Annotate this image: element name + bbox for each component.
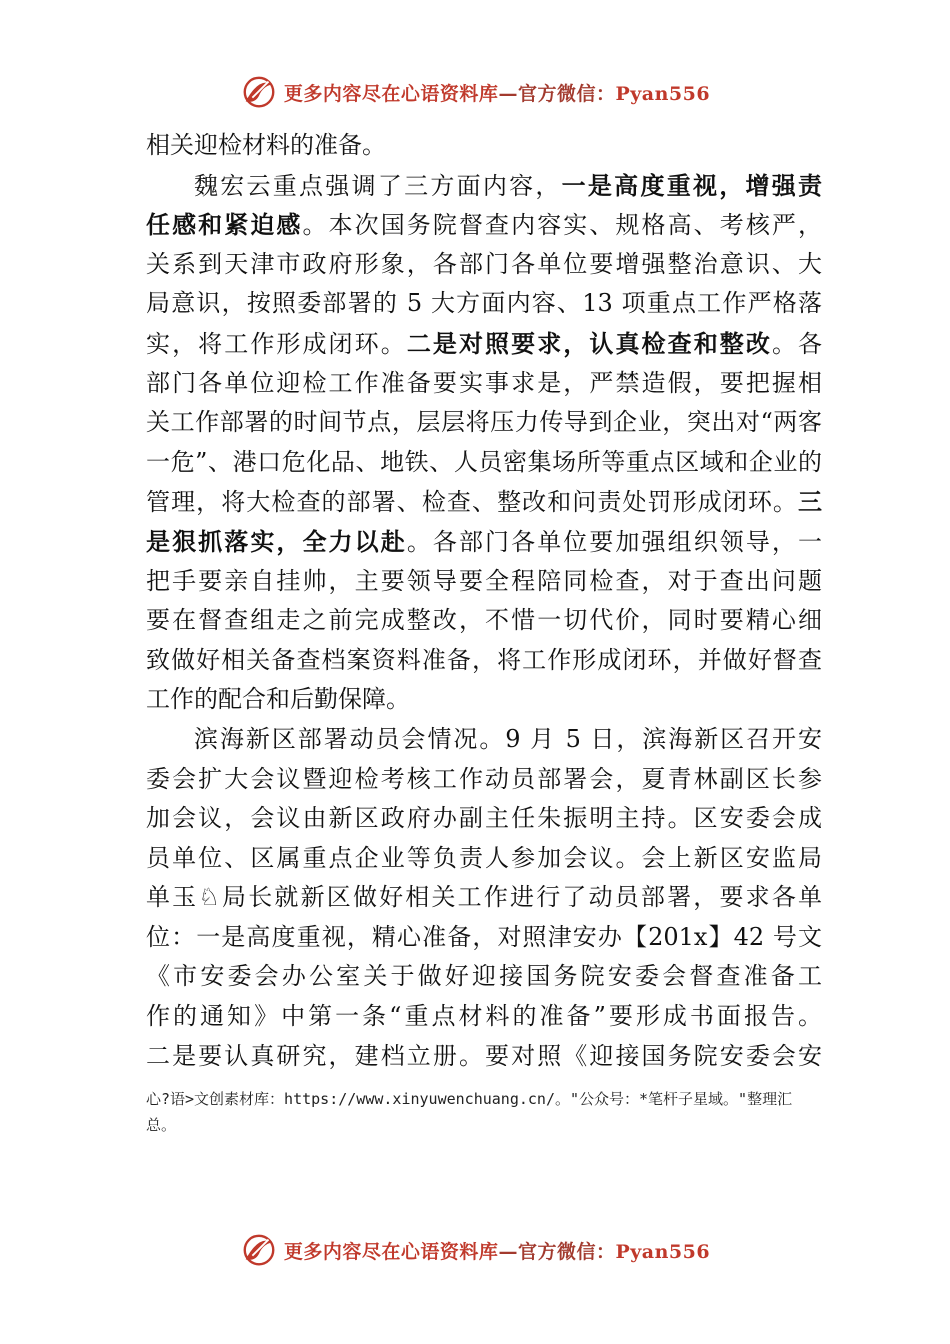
body-line — [146, 166, 822, 206]
header-brand-name: 更多内容尽在心语资料库 — [283, 82, 499, 105]
body-line: 相关迎检材料的准备。 — [146, 131, 386, 159]
body-line: 是狠抓落实，全力以赴。各部门各单位要加强组织领导，一 — [146, 526, 823, 556]
body-line: 管理，将大检查的部署、检查、整改和问责处罚形成闭环。三 — [146, 487, 822, 517]
emphasis-text: 三 — [798, 487, 822, 517]
body-line: 加会议，会议由新区政府办副主任朱振明主持。区安委会成 — [146, 804, 822, 833]
header-brand-wechat-label: —官方微信： — [498, 82, 616, 105]
emphasis-text: 二是对照要求，认真检查和整改 — [406, 328, 772, 358]
footer-brand-wechat-id: Pyan556 — [615, 1240, 711, 1263]
body-line: 关系到天津市政府形象，各部门各单位要增强整治意识、大 — [146, 249, 822, 278]
brand-logo-icon — [240, 73, 278, 111]
footnote-line: 总。 — [146, 1116, 177, 1134]
body-line: 局意识，按照委部署的 5 大方面内容、13 项重点工作严格落 — [146, 289, 822, 318]
body-line: 实，将工作形成闭环。二是对照要求，认真检查和整改。各 — [146, 328, 823, 358]
footer-brand-text — [284, 1237, 710, 1264]
body-line: 把手要亲自挂帅，主要领导要全程陪同检查，对于查出问题 — [146, 566, 822, 595]
body-line: 部门各单位迎检工作准备要实事求是，严禁造假，要把握相 — [146, 368, 822, 397]
body-line: 一危”、港口危化品、地铁、人员密集场所等重点区域和企业的 — [146, 447, 822, 476]
header-banner — [0, 70, 950, 114]
footer-banner — [0, 1228, 950, 1272]
body-line-text: 魏宏云重点强调了三方面内容，一是高度重视，增强责 — [194, 170, 823, 200]
body-line: 员单位、区属重点企业等负责人参加会议。会上新区安监局 — [146, 843, 822, 872]
body-line: 委会扩大会议暨迎检考核工作动员部署会，夏青林副区长参 — [146, 764, 822, 793]
body-line: 致做好相关备查档案资料准备，将工作形成闭环，并做好督查 — [146, 645, 822, 674]
body-line: 二是要认真研究，建档立册。要对照《迎接国务院安委会安 — [146, 1041, 822, 1070]
body-line: 关工作部署的时间节点，层层将压力传导到企业，突出对“两客 — [146, 408, 822, 437]
body-line: 要在督查组走之前完成整改，不惜一切代价，同时要精心细 — [146, 606, 822, 635]
header-brand-text — [284, 79, 710, 106]
footer-brand-wechat-label: —官方微信： — [498, 1240, 616, 1263]
body-line: 工作的配合和后勤保障。 — [146, 685, 410, 714]
body-line — [146, 720, 822, 760]
body-line: 位：一是高度重视，精心准备，对照津安办【201x】42 号文 — [146, 922, 822, 951]
footer-brand-name: 更多内容尽在心语资料库 — [283, 1240, 499, 1263]
body-line: 单玉♘局长就新区做好相关工作进行了动员部署，要求各单 — [146, 883, 822, 912]
footnote-line: 心?语>文创素材库：https://www.xinyuwenchuang.cn/。"公众号：*笔杆子星域。"整理汇 — [146, 1090, 793, 1108]
body-line: 任感和紧迫感。本次国务院督查内容实、规格高、考核严， — [146, 210, 823, 240]
body-line: 作的通知》中第一条“重点材料的准备”要形成书面报告。 — [146, 1002, 822, 1031]
emphasis-text: 任感和紧迫感 — [146, 210, 303, 240]
header-brand-wechat-id: Pyan556 — [615, 82, 711, 105]
brand-logo-icon — [240, 1231, 278, 1269]
footnote — [146, 1086, 846, 1138]
body-line: 《市安委会办公室关于做好迎接国务院安委会督查准备工 — [146, 962, 822, 991]
emphasis-text: 是狠抓落实，全力以赴 — [146, 526, 407, 556]
document-body — [146, 126, 822, 1076]
emphasis-text: 一是高度重视，增强责 — [561, 170, 823, 200]
body-line-text: 滨海新区部署动员会情况。9 月 5 日，滨海新区召开安 — [194, 724, 822, 753]
